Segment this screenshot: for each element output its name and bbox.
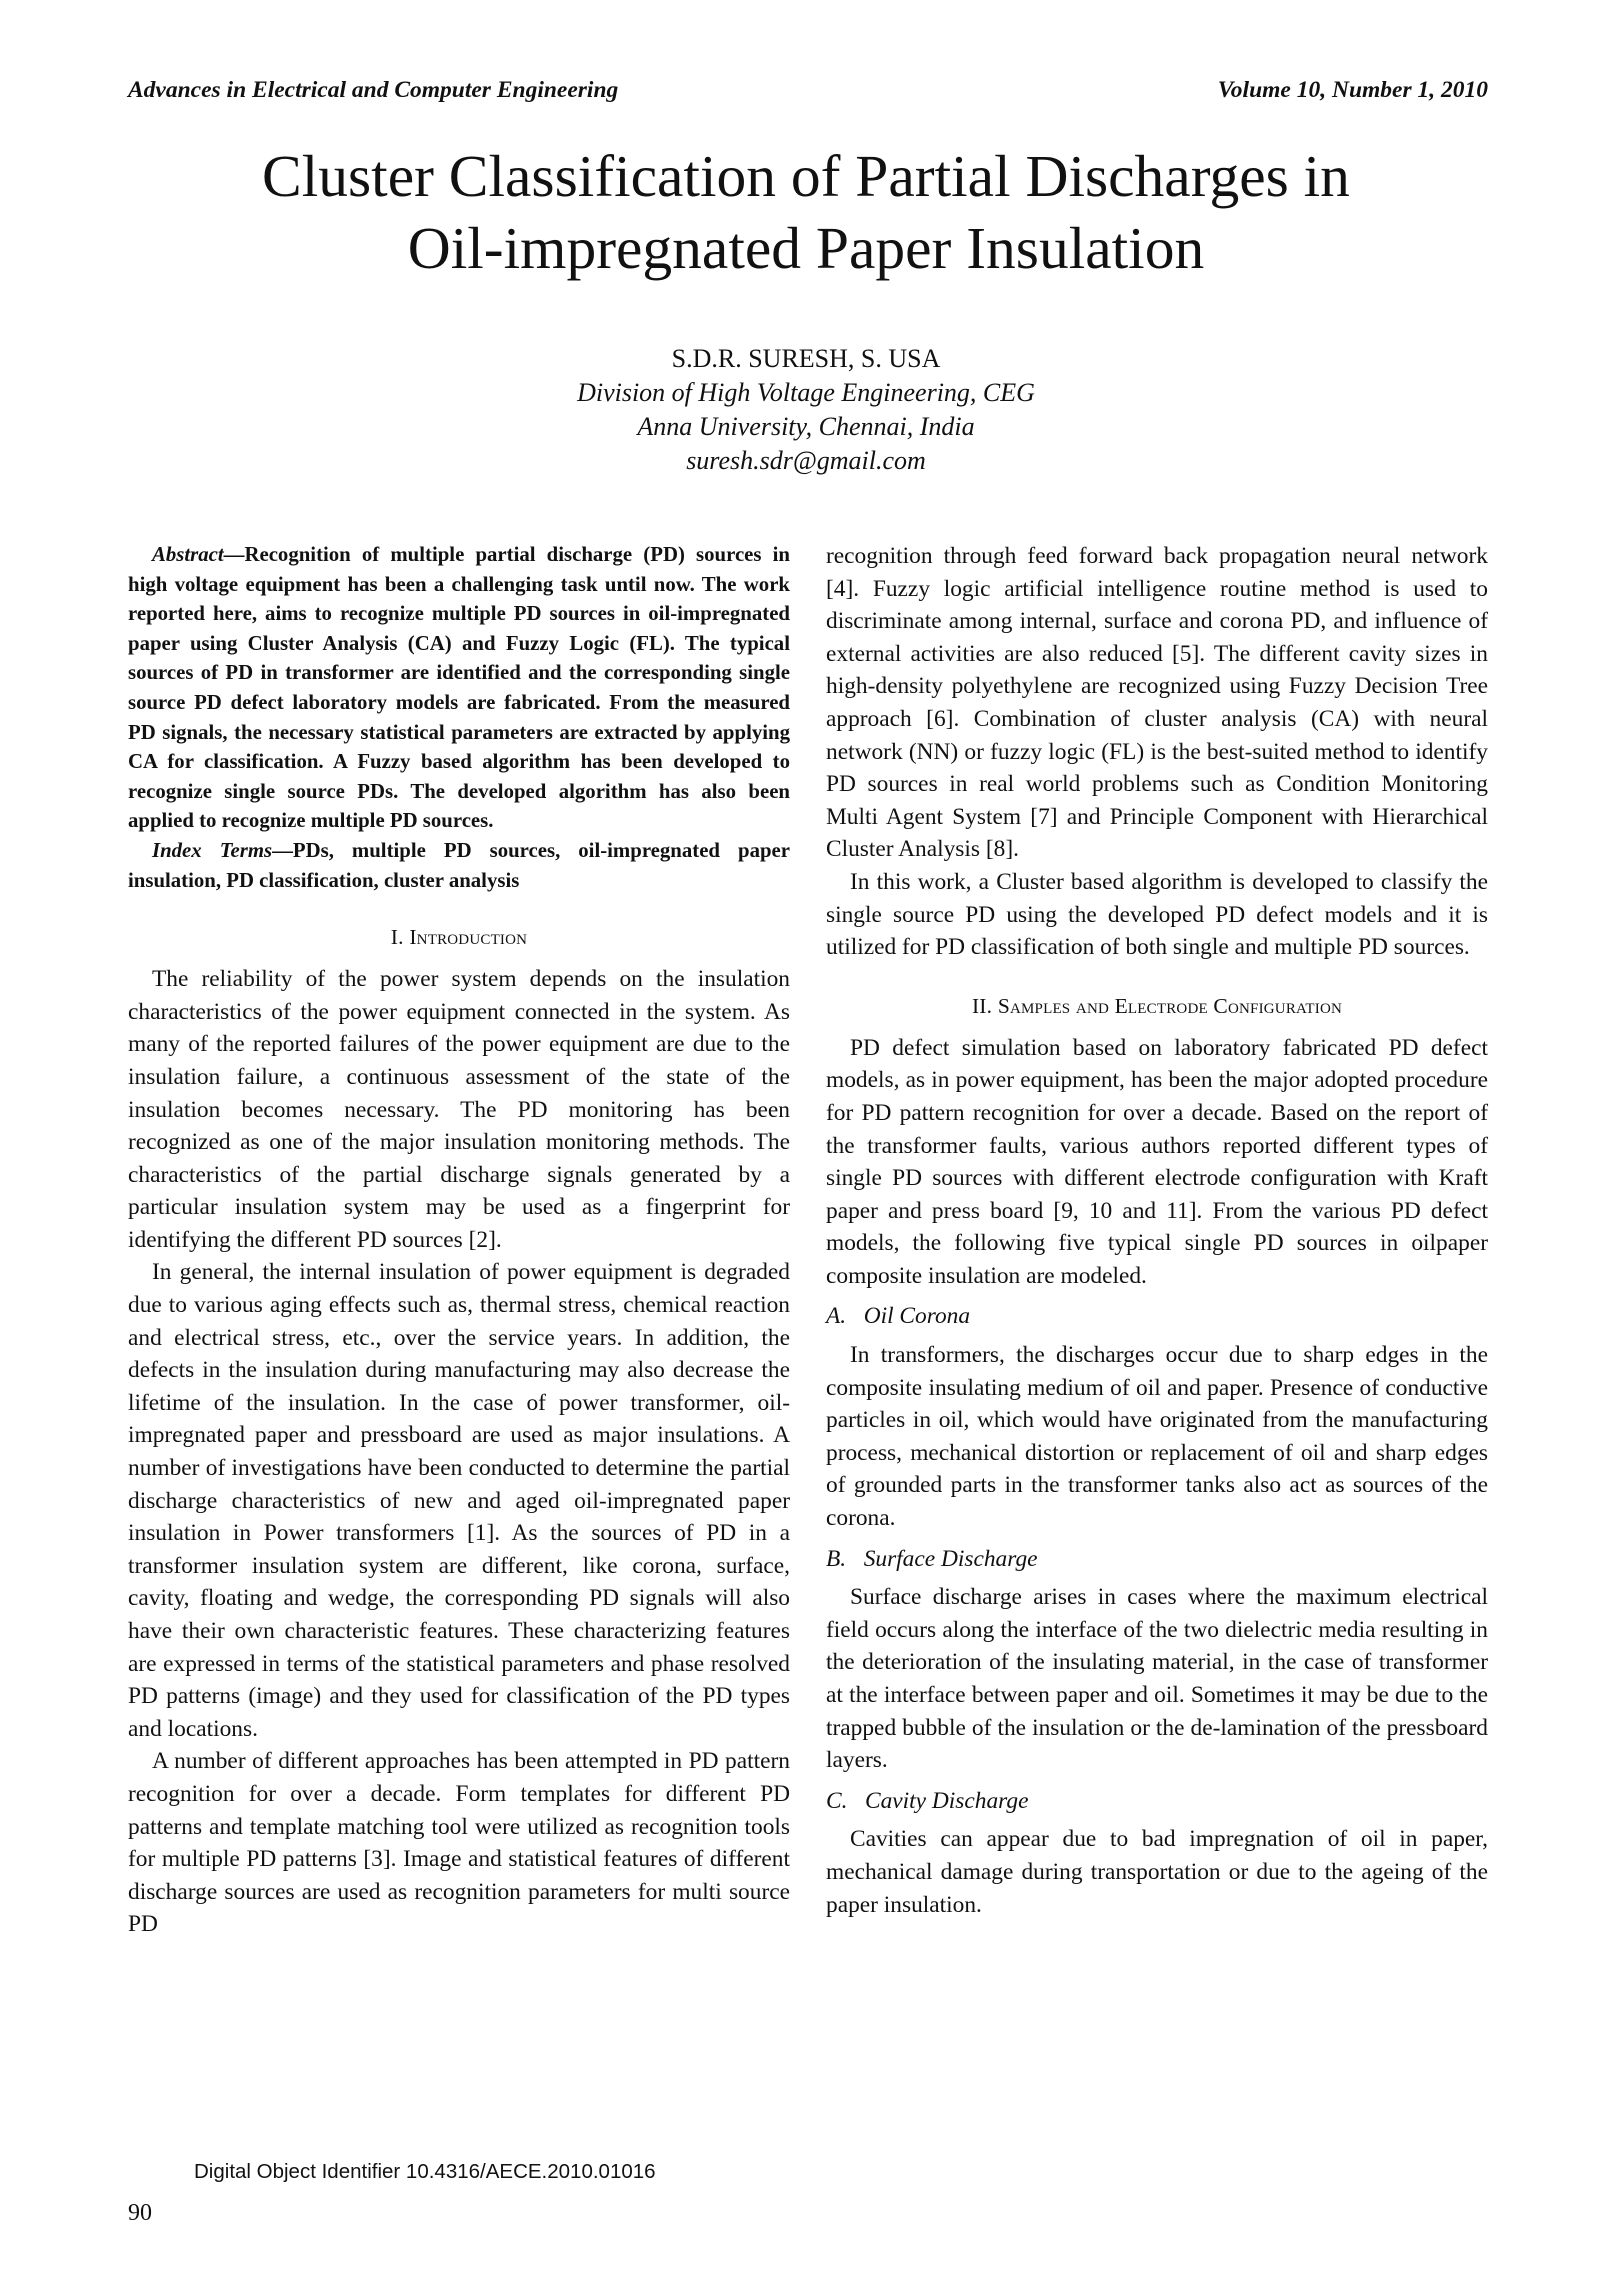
section-heading-introduction [128, 921, 790, 953]
subsection-heading-surface-discharge [826, 1543, 1488, 1576]
subsection-title: Surface Discharge [863, 1545, 1038, 1572]
subsection-label: A. [826, 1303, 847, 1330]
author-university: Anna University, Chennai, India [637, 412, 975, 441]
subsection-heading-oil-corona [826, 1300, 1488, 1333]
volume-info: Volume 10, Number 1, 2010 [1217, 76, 1488, 103]
running-header [128, 70, 1488, 110]
journal-name: Advances in Electrical and Computer Engineering [128, 76, 619, 103]
author-email[interactable]: suresh.sdr@gmail.com [686, 446, 926, 475]
index-terms [128, 836, 790, 895]
intro-paragraph-1: The reliability of the power system depends on the insulation characteristics of the power equipment connected in the system. As many of the reported failures of the power equipment are due to the insulation failure, a continuous assessment of the state of the insulation becomes necessary. The PD monitoring has been recognized as one of the major insulation monitoring methods. The characteristics of the partial discharge signals generated by a particular insulation system may be used as a fingerprint for identifying the different PD sources [2]. [128, 966, 790, 1253]
subsection-label: B. [826, 1545, 847, 1572]
subsection-title: Oil Corona [863, 1303, 971, 1330]
right-column [826, 540, 1488, 1921]
section-title: Introduction [409, 925, 528, 950]
cavity-discharge-paragraph: Cavities can appear due to bad impregnation of oil in paper, mechanical damage during transportation or due to the ageing of the paper insulation. [826, 1826, 1488, 1918]
author-division: Division of High Voltage Engineering, CEG [577, 378, 1035, 407]
subsection-label: C. [826, 1787, 848, 1814]
abstract [128, 540, 790, 836]
intro-paragraph-3: A number of different approaches has been attempted in PD pattern recognition for over a decade. Form templates for different PD patterns and template matching tool were utilized as recognition tools for multiple PD patterns [3]. Image and statistical features of different discharge sources are used as recognition parameters for multi source PD [128, 1748, 790, 1938]
title-line-1: Cluster Classification of Partial Discharges in [262, 143, 1350, 209]
section-number: II. [971, 993, 993, 1018]
oil-corona-paragraph: In transformers, the discharges occur due to sharp edges in the composite insulating medium of oil and paper. Presence of conductive particles in oil, which would have originated from the manufacturing process, mechanical distortion or replacement of oil and sharp edges of grounded parts in the transformer tanks also act as sources of the corona. [826, 1342, 1488, 1532]
section-title: Samples and Electrode Configuration [997, 993, 1343, 1018]
title-line-2: Oil-impregnated Paper Insulation [407, 215, 1205, 281]
subsection-heading-cavity-discharge [826, 1785, 1488, 1818]
page-number: 90 [128, 2200, 152, 2226]
left-column [128, 540, 790, 1941]
intro-paragraph-2: In general, the internal insulation of power equipment is degraded due to various aging effects such as, thermal stress, chemical reaction and electrical stress, etc., over the service years. In addition, the defects in the insulation during manufacturing may also decrease the lifetime of the insulation. In the case of power transformer, oil-impregnated paper and pressboard are used as major insulations. A number of investigations have been conducted to determine the partial discharge characteristics of new and aged oil-impregnated paper insulation in Power transformers [1]. As the sources of PD in a transformer insulation system are different, like corona, surface, cavity, floating and wedge, the corresponding PD signals will also have their own characteristic features. These characterizing features are expressed in terms of the statistical parameters and phase resolved PD patterns (image) and they used for classification of the PD types and locations. [128, 1259, 790, 1742]
section-number: I. [390, 925, 404, 950]
section-heading-samples [826, 990, 1488, 1022]
surface-discharge-paragraph: Surface discharge arises in cases where the maximum electrical field occurs along the interface of the two dielectric media resulting in the deterioration of the insulating material, in the case of transformer at the interface between paper and oil. Sometimes it may be due to the trapped bubble of the insulation or the de-lamination of the pressboard layers. [826, 1584, 1488, 1774]
index-terms-label: Index Terms [152, 838, 273, 862]
samples-paragraph-1: PD defect simulation based on laboratory fabricated PD defect models, as in power equipment, has been the major adopted procedure for PD pattern recognition for over a decade. Based on the report of the transformer faults, various authors reported different types of single PD sources with different electrode configuration with Kraft paper and press board [9, 10 and 11]. From the various PD defect models, the following five typical single PD sources in oilpaper composite insulation are modeled. [826, 1034, 1488, 1289]
intro-paragraph-4: In this work, a Cluster based algorithm is developed to classify the single source PD using the developed PD defect models and it is utilized for PD classification of both single and multiple PD sources. [826, 868, 1488, 961]
author-block [300, 342, 1312, 478]
subsection-title: Cavity Discharge [865, 1787, 1029, 1814]
doi-footer[interactable]: Digital Object Identifier 10.4316/AECE.2010.01016 [194, 2160, 656, 2183]
intro-paragraph-3-continued: recognition through feed forward back propagation neural network [4]. Fuzzy logic artificial intelligence routine method is used to discriminate among internal, surface and corona PD, and influence of external activities are also reduced [5]. The different cavity sizes in high-density polyethylene are recognized using Fuzzy Decision Tree approach [6]. Combination of cluster analysis (CA) with neural network (NN) or fuzzy logic (FL) is the best-suited method to identify PD sources in real world problems such as Condition Monitoring Multi Agent System [7] and Principle Component with Hierarchical Cluster Analysis [8]. [826, 543, 1488, 863]
paper-title [120, 140, 1492, 284]
abstract-text: —Recognition of multiple partial discharge (PD) sources in high voltage equipment has been a challenging task until now. The work reported here, aims to recognize multiple PD sources in oil-impregnated paper using Cluster Analysis (CA) and Fuzzy Logic (FL). The typical sources of PD in transformer are identified and the corresponding single source PD defect laboratory models are fabricated. From the measured PD signals, the necessary statistical parameters are extracted by applying CA for classification. A Fuzzy based algorithm has been developed to recognize single source PDs. The developed algorithm has also been applied to recognize multiple PD sources. [128, 543, 790, 833]
author-names: S.D.R. SURESH, S. USA [671, 344, 941, 373]
index-terms-text: —PDs, multiple PD sources, oil-impregnated paper insulation, PD classification, cluster analysis [128, 838, 790, 892]
abstract-label: Abstract [152, 543, 224, 566]
